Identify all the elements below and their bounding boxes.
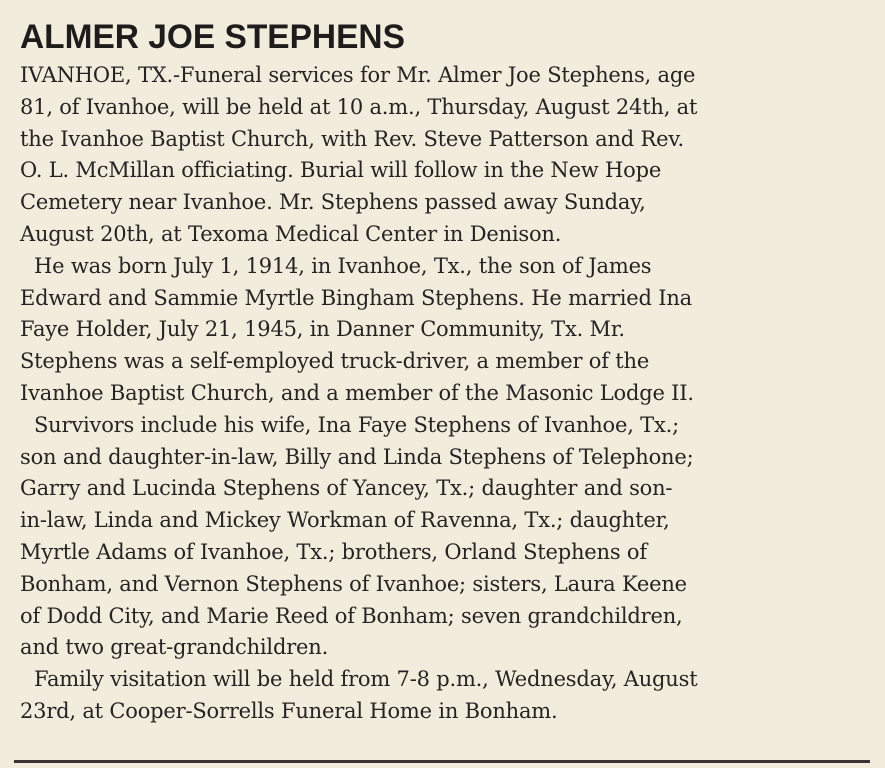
paragraph-line: Faye Holder, July 21, 1945, in Danner Community, Tx. Mr.	[20, 317, 625, 342]
paragraph-line: Myrtle Adams of Ivanhoe, Tx.; brothers, Orland Stephens of	[20, 539, 647, 564]
paragraph-line: the Ivanhoe Baptist Church, with Rev. Steve Patterson and Rev.	[20, 126, 685, 151]
paragraph-line: Cemetery near Ivanhoe. Mr. Stephens passed away Sunday,	[20, 190, 646, 215]
paragraph-line: of Dodd City, and Marie Reed of Bonham; seven grandchildren,	[20, 603, 683, 628]
visitation-paragraph	[20, 664, 866, 728]
paragraph-line: O. L. McMillan officiating. Burial will follow in the New Hope	[20, 158, 662, 183]
paragraph-line: IVANHOE, TX.-Funeral services for Mr. Almer Joe Stephens, age	[20, 63, 696, 87]
paragraph-line: He was born July 1, 1914, in Ivanhoe, Tx., the son of James	[34, 253, 652, 278]
paragraph-line: August 20th, at Texoma Medical Center in Denison.	[20, 221, 562, 246]
column-rule	[14, 760, 870, 763]
paragraph-line: Garry and Lucinda Stephens of Yancey, Tx.; daughter and son-	[20, 476, 673, 501]
paragraph-line: Survivors include his wife, Ina Faye Stephens of Ivanhoe, Tx.;	[34, 412, 679, 437]
paragraph-line: in-law, Linda and Mickey Workman of Ravenna, Tx.; daughter,	[20, 508, 670, 533]
obituary-article	[20, 14, 866, 728]
services-paragraph	[20, 60, 866, 251]
biography-paragraph	[20, 251, 866, 410]
paragraph-line: Edward and Sammie Myrtle Bingham Stephens. He married Ina	[20, 285, 692, 310]
paragraph-line: Family visitation will be held from 7-8 p.m., Wednesday, August	[34, 667, 698, 692]
paragraph-line: son and daughter-in-law, Billy and Linda Stephens of Telephone;	[20, 444, 694, 469]
paragraph-line: 23rd, at Cooper-Sorrells Funeral Home in Bonham.	[20, 698, 558, 723]
paragraph-line: Bonham, and Vernon Stephens of Ivanhoe; sisters, Laura Keene	[20, 571, 687, 596]
paragraph-line: Ivanhoe Baptist Church, and a member of the Masonic Lodge II.	[20, 380, 694, 405]
survivors-paragraph	[20, 410, 866, 664]
paragraph-line: Stephens was a self-employed truck-driver, a member of the	[20, 349, 650, 374]
paragraph-line: and two great-grandchildren.	[20, 635, 329, 660]
obituary-headline: ALMER JOE STEPHENS	[20, 18, 405, 56]
paragraph-line: 81, of Ivanhoe, will be held at 10 a.m., Thursday, August 24th, at	[20, 94, 698, 119]
